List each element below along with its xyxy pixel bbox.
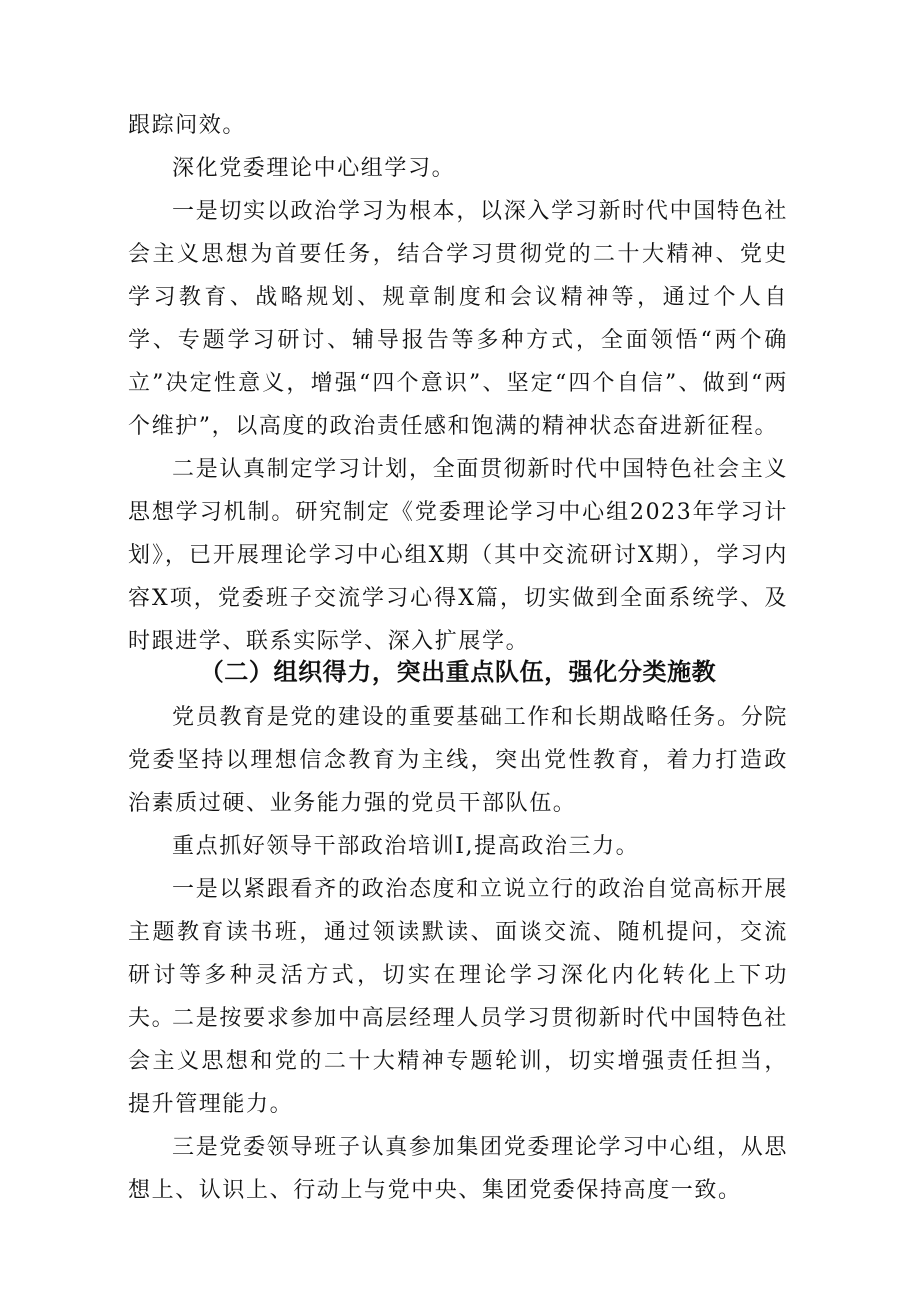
section-heading: （二）组织得力，突出重点队伍，强化分类施教 <box>199 658 717 686</box>
paragraph-party-education: 党员教育是党的建设的重要基础工作和长期战略任务。分院党委坚持以理想信念教育为主线，突出党性教育，着力打造政治素质过硬、业务能力强的党员干部队伍。 <box>128 705 788 816</box>
paragraph-point-one: 一是切实以政治学习为根本，以深入学习新时代中国特色社会主义思想为首要任务，结合学习贯彻党的二十大精神、党史学习教育、战略规划、规章制度和会议精神等，通过个人自学、专题学习研讨、辅导报告等多种方式，全面领悟“两个确立”决定性意义，增强“四个意识”、坚定“四个自信”、做到“两个维护”，以高度的政治责任感和饱满的精神状态奋进新征程。 <box>128 199 788 439</box>
paragraph-point-two: 二是认真制定学习计划，全面贯彻新时代中国特色社会主义思想学习机制。研究制定《党委理论学习中心组2023年学习计划》，已开展理论学习中心组X期（其中交流研讨X期），学习内容X项，党委班子交流学习心得X篇，切实做到全面系统学、及时跟进学、联系实际学、深入扩展学。 <box>128 457 788 654</box>
paragraph-continuation: 跟踪问效。 <box>128 113 247 138</box>
paragraph-training-two: 二是按要求参加中高层经理人员学习贯彻新时代中国特色社会主义思想和党的二十大精神专题轮训，切实增强责任担当，提升管理能力。 <box>128 1006 788 1117</box>
paragraph-training-one: 一是以紧跟看齐的政治态度和立说立行的政治自觉高标开展主题教育读书班，通过领读默读、面谈交流、随机提问，交流研讨等多种灵活方式，切实在理论学习深化内化转化上下功夫。 <box>128 877 788 1031</box>
paragraph-training-three: 三是党委领导班子认真参加集团党委理论学习中心组，从思想上、认识上、行动上与党中央、集团党委保持高度一致。 <box>128 1135 788 1203</box>
paragraph-subheading-training: 重点抓好领导干部政治培训I,提高政治三力。 <box>172 834 640 859</box>
paragraph-subheading-theory-study: 深化党委理论中心组学习。 <box>172 156 456 181</box>
